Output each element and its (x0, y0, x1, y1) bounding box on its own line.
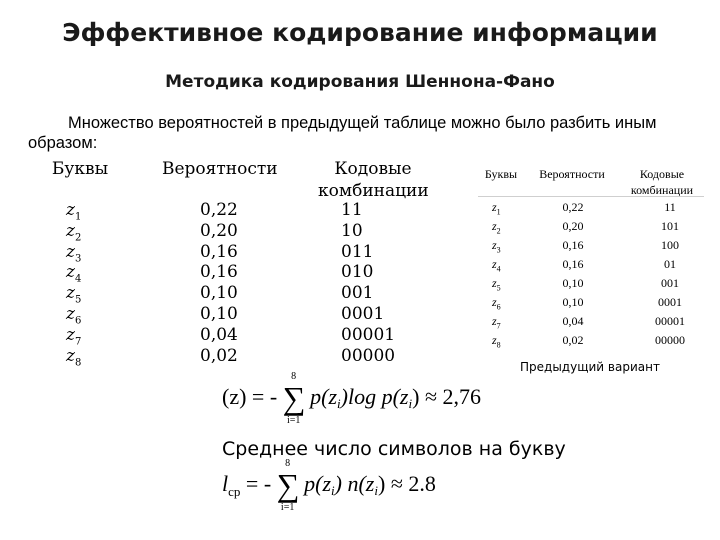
avg-term-p: p(z (304, 471, 332, 497)
right-table-letter: $z_1$ (492, 200, 501, 217)
right-table-divider (478, 196, 704, 197)
avg-term-close: ) (378, 471, 386, 497)
left-table-code: 011 (341, 241, 374, 262)
sum2-lower-limit: i=1 (280, 502, 295, 513)
right-table-probability: 0,16 (562, 257, 584, 271)
right-table-probability: 0,04 (562, 314, 584, 328)
right-table-probability: 0,02 (562, 333, 584, 347)
intro-text: Множество вероятностей в предыдущей таблице можно было разбить иным образом: (28, 114, 657, 152)
left-table-letter: $z_4$ (66, 262, 82, 285)
right-header-letters: Буквы (484, 167, 518, 181)
right-table-letter: $z_4$ (492, 257, 501, 274)
left-table-letter: $z_8$ (66, 345, 82, 368)
entropy-lhs: (z) = - (222, 384, 278, 410)
right-table-code: 00001 (655, 314, 685, 328)
left-table-probability: 0,04 (200, 324, 238, 345)
avg-term-n: ) n(z (334, 471, 375, 497)
avg-term-i: i (331, 483, 335, 499)
left-table-probability: 0,16 (200, 262, 238, 283)
right-table-code: 0001 (658, 295, 682, 309)
left-table-code: 00000 (341, 345, 396, 366)
avg-lhs-rest: = - (240, 471, 272, 497)
sum-symbol-2: 8 ∑ i=1 (276, 458, 300, 513)
left-table-code: 001 (341, 283, 374, 304)
right-table-code: 001 (661, 276, 679, 290)
left-table-letter: $z_6$ (66, 303, 82, 327)
left-table-probability: 0,10 (200, 303, 238, 324)
right-table-letter: $z_5$ (492, 276, 501, 293)
right-table-probability: 0,10 (562, 276, 584, 290)
entropy-term-i2: i (408, 396, 413, 412)
avg-term-i2: i (374, 483, 378, 499)
previous-variant-caption: Предыдущий вариант (520, 360, 660, 374)
sum-upper-limit: 8 (291, 371, 297, 382)
entropy-term-close: ) (412, 384, 420, 410)
right-table-code: 100 (661, 238, 679, 252)
right-table-probability: 0,20 (562, 219, 584, 233)
entropy-term-log: )log p(z (340, 384, 409, 410)
left-table-code: 0001 (341, 303, 385, 324)
right-header-codes (620, 166, 704, 198)
left-table-code: 10 (341, 220, 363, 241)
right-header-codes-line2: комбинации (630, 183, 694, 197)
slide-subtitle: Методика кодирования Шеннона-Фано (165, 72, 555, 92)
right-table-code: 00000 (655, 333, 685, 347)
left-table-probability: 0,16 (200, 241, 238, 262)
left-table-probability: 0,20 (200, 220, 238, 241)
left-table-letter: $z_5$ (66, 283, 82, 306)
right-table-probability: 0,22 (562, 200, 584, 214)
right-table-code: 11 (664, 200, 676, 214)
entropy-result: ≈ 2,76 (424, 384, 482, 410)
right-table-letter: $z_6$ (492, 295, 501, 312)
left-table-code: 00001 (341, 324, 396, 345)
left-table-letter: $z_1$ (66, 200, 82, 223)
avg-result: ≈ 2.8 (390, 471, 436, 497)
right-header-probabilities: Вероятности (539, 167, 605, 181)
sum-symbol: 8 ∑ i=1 (282, 371, 306, 426)
avg-lhs-l: l (222, 471, 229, 497)
right-table-letter: $z_2$ (492, 219, 501, 236)
average-symbols-heading: Среднее число символов на букву (222, 438, 566, 460)
right-table-letter: $z_3$ (492, 238, 501, 255)
entropy-term-p: p(z (310, 384, 338, 410)
average-length-formula (222, 458, 436, 513)
entropy-formula (222, 371, 482, 426)
left-header-codes (318, 158, 428, 202)
slide-title: Эффективное кодирование информации (62, 18, 658, 47)
sum2-upper-limit: 8 (285, 458, 291, 469)
sum-lower-limit: i=1 (286, 415, 301, 426)
right-table-letter: $z_7$ (492, 314, 501, 331)
left-header-letters: Буквы (51, 159, 109, 179)
left-table-letter: $z_2$ (66, 220, 82, 244)
right-table-letter: $z_8$ (492, 333, 501, 350)
right-header-codes-line1: Кодовые (639, 167, 685, 181)
left-table-letter: $z_3$ (66, 241, 82, 264)
right-table-probability: 0,10 (562, 295, 584, 309)
left-header-codes-line2: комбинации (318, 181, 429, 201)
left-table-code: 11 (341, 200, 363, 220)
left-table-probability: 0,22 (200, 200, 238, 220)
left-table-probability: 0,10 (200, 283, 238, 304)
right-table-probability: 0,16 (562, 238, 584, 252)
left-table-probability: 0,02 (200, 345, 238, 366)
right-table-code: 01 (664, 257, 676, 271)
left-header-codes-line1: Кодовые (334, 159, 412, 179)
avg-lhs-sub: cp (228, 484, 241, 500)
left-header-probabilities: Вероятности (162, 159, 278, 179)
right-table-code: 101 (661, 219, 679, 233)
left-table-letter: $z_7$ (66, 324, 82, 348)
entropy-term-i: i (337, 396, 341, 412)
left-table-code: 010 (341, 262, 374, 283)
